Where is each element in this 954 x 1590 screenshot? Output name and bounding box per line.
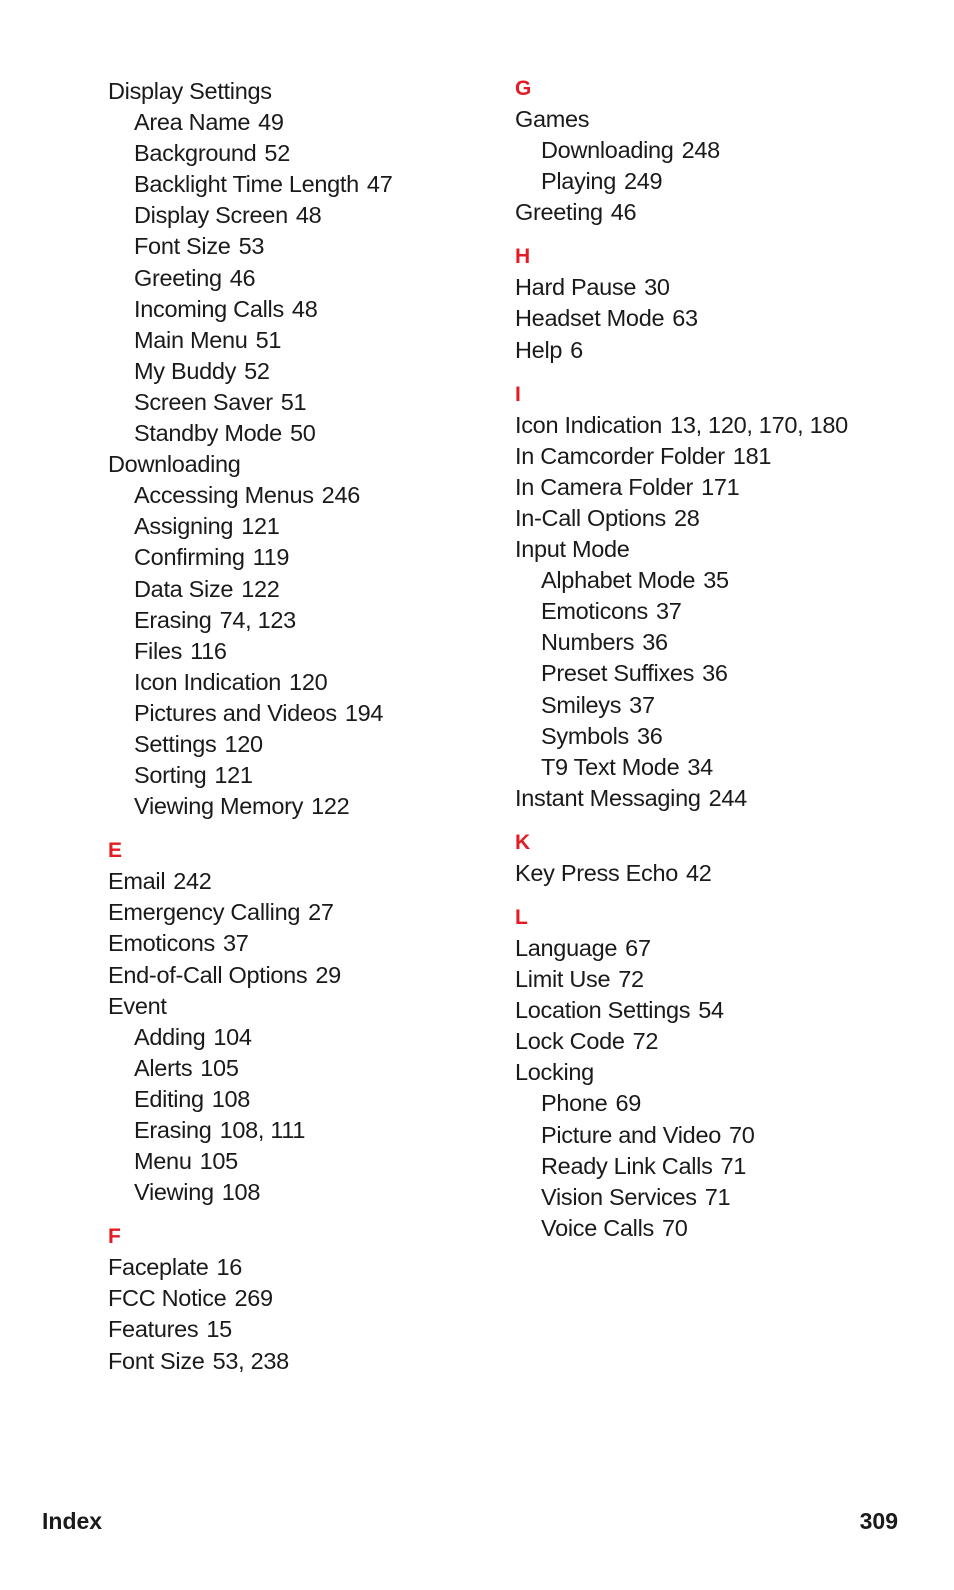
entry-term: Background bbox=[134, 140, 257, 167]
entry-term: Help bbox=[515, 336, 563, 363]
index-subentry bbox=[515, 1088, 935, 1119]
entry-term: Smileys bbox=[541, 691, 622, 718]
entry-term: Lock Code bbox=[515, 1028, 625, 1055]
entry-page-reference: 50 bbox=[289, 420, 316, 447]
index-subentry bbox=[108, 729, 488, 760]
entry-term: Settings bbox=[134, 730, 217, 757]
entry-page-reference: 244 bbox=[708, 784, 747, 811]
index-subentry bbox=[108, 1146, 488, 1177]
entry-page-reference: 54 bbox=[698, 997, 724, 1024]
entry-term: Confirming bbox=[134, 544, 245, 571]
index-subentry bbox=[515, 596, 935, 627]
entry-page-reference: 119 bbox=[252, 544, 290, 571]
entry-term: Event bbox=[108, 992, 167, 1019]
entry-page-reference: 37 bbox=[656, 598, 682, 625]
index-subentry bbox=[515, 565, 935, 596]
index-entry bbox=[515, 303, 935, 334]
entry-term: Locking bbox=[515, 1059, 594, 1086]
entry-page-reference: 6 bbox=[570, 336, 583, 363]
footer-page-number: 309 bbox=[859, 1508, 898, 1534]
index-subentry bbox=[515, 1213, 935, 1244]
index-subentry bbox=[515, 721, 935, 752]
index-entry bbox=[515, 964, 935, 995]
letter-heading: H bbox=[515, 245, 531, 269]
entry-term: Screen Saver bbox=[134, 388, 273, 415]
entry-page-reference: 71 bbox=[704, 1183, 731, 1210]
entry-term: Display Screen bbox=[134, 202, 288, 229]
entry-term: Accessing Menus bbox=[134, 482, 314, 509]
entry-page-reference: 37 bbox=[223, 930, 249, 957]
index-subentry bbox=[108, 418, 488, 449]
entry-term: Playing bbox=[541, 168, 616, 195]
entry-page-reference: 49 bbox=[258, 109, 284, 136]
index-entry bbox=[515, 858, 935, 889]
index-subentry bbox=[515, 135, 935, 166]
entry-term: Adding bbox=[134, 1023, 206, 1050]
entry-term: Limit Use bbox=[515, 966, 611, 993]
index-entry bbox=[108, 897, 488, 928]
entry-term: Data Size bbox=[134, 575, 234, 602]
entry-term: Main Menu bbox=[134, 326, 248, 353]
entry-page-reference: 171 bbox=[701, 473, 740, 500]
entry-term: Emoticons bbox=[108, 930, 216, 957]
entry-term: Key Press Echo bbox=[515, 859, 678, 886]
entry-page-reference: 71 bbox=[720, 1152, 747, 1179]
index-subentry bbox=[108, 356, 488, 387]
entry-term: Assigning bbox=[134, 513, 234, 540]
index-subentry bbox=[108, 760, 488, 791]
entry-page-reference: 48 bbox=[295, 202, 322, 229]
index-entry bbox=[108, 928, 488, 959]
entry-page-reference: 104 bbox=[213, 1023, 252, 1050]
index-entry bbox=[515, 783, 935, 814]
entry-term: Erasing bbox=[134, 606, 212, 633]
entry-term: Alerts bbox=[134, 1054, 193, 1081]
entry-page-reference: 52 bbox=[264, 140, 290, 167]
index-entry bbox=[515, 472, 935, 503]
entry-term: In Camera Folder bbox=[515, 473, 694, 500]
entry-page-reference: 105 bbox=[199, 1148, 238, 1175]
entry-term: Sorting bbox=[134, 762, 207, 789]
index-subentry bbox=[108, 138, 488, 169]
index-entry bbox=[108, 1252, 488, 1283]
entry-page-reference: 72 bbox=[618, 966, 644, 993]
entry-page-reference: 51 bbox=[255, 326, 282, 353]
entry-term: Files bbox=[134, 637, 183, 664]
entry-page-reference: 246 bbox=[321, 482, 360, 509]
entry-term: Location Settings bbox=[515, 997, 691, 1024]
entry-page-reference: 16 bbox=[216, 1254, 243, 1281]
entry-page-reference: 63 bbox=[672, 305, 698, 332]
entry-page-reference: 121 bbox=[241, 513, 280, 540]
entry-term: Downloading bbox=[108, 451, 241, 478]
entry-term: Input Mode bbox=[515, 536, 630, 563]
entry-term: Hard Pause bbox=[515, 274, 637, 301]
entry-term: Incoming Calls bbox=[134, 295, 284, 322]
entry-term: Preset Suffixes bbox=[541, 660, 695, 687]
entry-page-reference: 248 bbox=[681, 137, 720, 164]
entry-term: Picture and Video bbox=[541, 1121, 721, 1148]
entry-term: Greeting bbox=[515, 199, 603, 226]
entry-term: Emoticons bbox=[541, 598, 649, 625]
index-entry bbox=[108, 449, 488, 480]
entry-term: Emergency Calling bbox=[108, 899, 301, 926]
entry-page-reference: 52 bbox=[244, 357, 270, 384]
letter-heading: L bbox=[515, 905, 528, 929]
entry-term: Language bbox=[515, 934, 618, 961]
entry-term: Faceplate bbox=[108, 1254, 209, 1281]
index-subentry bbox=[108, 1053, 488, 1084]
index-subentry bbox=[515, 752, 935, 783]
entry-term: Font Size bbox=[108, 1347, 205, 1374]
entry-page-reference: 47 bbox=[366, 171, 393, 198]
entry-term: Games bbox=[515, 106, 590, 132]
index-entry bbox=[515, 534, 935, 565]
letter-heading: G bbox=[515, 77, 532, 100]
index-column-right bbox=[515, 76, 935, 1244]
letter-heading: F bbox=[108, 1225, 121, 1249]
entry-page-reference: 105 bbox=[200, 1054, 239, 1081]
entry-term: Numbers bbox=[541, 629, 635, 656]
entry-page-reference: 30 bbox=[644, 274, 670, 301]
entry-page-reference: 72 bbox=[632, 1028, 659, 1055]
entry-page-reference: 34 bbox=[687, 753, 713, 780]
entry-page-reference: 28 bbox=[673, 504, 700, 531]
index-subentry bbox=[515, 1151, 935, 1182]
index-subentry bbox=[108, 698, 488, 729]
index-entry bbox=[108, 960, 488, 991]
entry-term: Email bbox=[108, 868, 166, 895]
entry-page-reference: 27 bbox=[308, 899, 334, 926]
index-entry bbox=[515, 503, 935, 534]
entry-page-reference: 70 bbox=[661, 1214, 688, 1241]
index-subentry bbox=[108, 542, 488, 573]
entry-page-reference: 74, 123 bbox=[219, 606, 296, 633]
entry-page-reference: 69 bbox=[615, 1090, 641, 1117]
index-subentry bbox=[108, 169, 488, 200]
entry-term: Features bbox=[108, 1316, 199, 1343]
entry-page-reference: 120 bbox=[224, 730, 263, 757]
entry-term: Pictures and Videos bbox=[134, 699, 337, 726]
entry-term: Viewing bbox=[134, 1179, 214, 1206]
entry-page-reference: 120 bbox=[289, 668, 328, 695]
index-subentry bbox=[515, 166, 935, 197]
entry-page-reference: 36 bbox=[702, 660, 728, 687]
entry-term: In Camcorder Folder bbox=[515, 442, 725, 469]
entry-term: T9 Text Mode bbox=[541, 753, 680, 780]
index-subentry bbox=[108, 605, 488, 636]
entry-term: Display Settings bbox=[108, 78, 272, 104]
entry-term: My Buddy bbox=[134, 357, 237, 384]
entry-term: Erasing bbox=[134, 1117, 212, 1143]
index-entry bbox=[108, 1346, 488, 1377]
index-entry bbox=[515, 933, 935, 964]
entry-page-reference: 13, 120, 170, 180 bbox=[670, 411, 848, 438]
entry-page-reference: 53, 238 bbox=[212, 1347, 289, 1374]
index-subentry bbox=[108, 791, 488, 822]
entry-page-reference: 29 bbox=[315, 961, 341, 988]
index-entry bbox=[515, 410, 935, 441]
entry-page-reference: 249 bbox=[623, 168, 663, 195]
index-subentry bbox=[515, 627, 935, 658]
entry-page-reference: 35 bbox=[703, 567, 729, 594]
entry-page-reference: 108, 111 bbox=[219, 1117, 306, 1143]
index-subentry bbox=[108, 574, 488, 605]
index-column-left bbox=[108, 76, 488, 1377]
entry-term: Downloading bbox=[541, 137, 674, 164]
entry-term: Viewing Memory bbox=[134, 793, 304, 820]
entry-page-reference: 181 bbox=[732, 442, 772, 469]
index-subentry bbox=[108, 387, 488, 418]
entry-term: Menu bbox=[134, 1148, 192, 1175]
index-subentry bbox=[108, 667, 488, 698]
entry-term: Greeting bbox=[134, 264, 222, 291]
entry-term: Alphabet Mode bbox=[541, 567, 696, 594]
index-subentry bbox=[108, 1115, 488, 1146]
entry-term: Backlight Time Length bbox=[134, 171, 359, 198]
index-subentry bbox=[108, 231, 488, 262]
index-entry bbox=[515, 441, 935, 472]
entry-term: Ready Link Calls bbox=[541, 1152, 713, 1179]
index-subentry bbox=[108, 1022, 488, 1053]
entry-page-reference: 46 bbox=[229, 264, 256, 291]
entry-term: Instant Messaging bbox=[515, 784, 701, 811]
index-entry bbox=[515, 1026, 935, 1057]
index-subentry bbox=[108, 107, 488, 138]
entry-page-reference: 51 bbox=[280, 388, 307, 415]
index-subentry bbox=[515, 1120, 935, 1151]
entry-page-reference: 121 bbox=[214, 762, 253, 789]
entry-term: Symbols bbox=[541, 722, 630, 749]
index-entry bbox=[108, 991, 488, 1022]
index-subentry bbox=[108, 263, 488, 294]
entry-term: Vision Services bbox=[541, 1183, 697, 1210]
entry-term: Phone bbox=[541, 1090, 608, 1117]
letter-heading: I bbox=[515, 382, 521, 406]
letter-heading: K bbox=[515, 830, 531, 854]
entry-term: Font Size bbox=[134, 233, 231, 260]
entry-term: FCC Notice bbox=[108, 1285, 227, 1312]
index-subentry bbox=[108, 511, 488, 542]
entry-page-reference: 122 bbox=[311, 793, 350, 820]
entry-page-reference: 116 bbox=[190, 637, 227, 664]
footer-section-label: Index bbox=[42, 1508, 103, 1534]
index-subentry bbox=[515, 690, 935, 721]
entry-page-reference: 242 bbox=[173, 868, 212, 895]
entry-page-reference: 15 bbox=[206, 1316, 232, 1343]
index-entry bbox=[108, 1314, 488, 1345]
index-subentry bbox=[108, 200, 488, 231]
index-subentry bbox=[108, 480, 488, 511]
entry-term: Icon Indication bbox=[515, 411, 663, 438]
entry-term: Voice Calls bbox=[541, 1214, 654, 1241]
index-entry bbox=[515, 272, 935, 303]
entry-page-reference: 67 bbox=[625, 934, 651, 961]
index-subentry bbox=[108, 636, 488, 667]
entry-page-reference: 70 bbox=[729, 1121, 755, 1148]
entry-page-reference: 42 bbox=[686, 859, 712, 886]
index-entry bbox=[515, 335, 935, 366]
index-subentry bbox=[108, 1084, 488, 1115]
index-entry bbox=[108, 1283, 488, 1314]
entry-page-reference: 269 bbox=[234, 1285, 273, 1312]
entry-term: Icon Indication bbox=[134, 668, 282, 695]
entry-page-reference: 194 bbox=[344, 699, 384, 726]
index-subentry bbox=[515, 1182, 935, 1213]
index-subentry bbox=[108, 325, 488, 356]
entry-page-reference: 122 bbox=[241, 575, 280, 602]
entry-term: Editing bbox=[134, 1085, 204, 1112]
index-entry bbox=[108, 76, 488, 107]
entry-page-reference: 53 bbox=[238, 233, 265, 260]
entry-term: Standby Mode bbox=[134, 420, 282, 447]
index-entry bbox=[515, 104, 935, 135]
entry-page-reference: 48 bbox=[291, 295, 318, 322]
index-subentry bbox=[515, 658, 935, 689]
entry-term: Area Name bbox=[134, 109, 251, 136]
index-entry bbox=[515, 197, 935, 228]
entry-page-reference: 37 bbox=[629, 691, 655, 718]
entry-page-reference: 108 bbox=[221, 1179, 261, 1206]
entry-page-reference: 46 bbox=[610, 199, 637, 226]
entry-page-reference: 36 bbox=[642, 629, 668, 656]
entry-page-reference: 108 bbox=[211, 1085, 251, 1112]
entry-term: Headset Mode bbox=[515, 305, 665, 332]
index-subentry bbox=[108, 1177, 488, 1208]
entry-page-reference: 36 bbox=[637, 722, 663, 749]
index-entry bbox=[515, 995, 935, 1026]
index-subentry bbox=[108, 294, 488, 325]
index-entry bbox=[515, 1057, 935, 1088]
entry-term: End-of-Call Options bbox=[108, 961, 308, 988]
letter-heading: E bbox=[108, 839, 123, 863]
entry-term: In-Call Options bbox=[515, 504, 666, 531]
index-entry bbox=[108, 866, 488, 897]
